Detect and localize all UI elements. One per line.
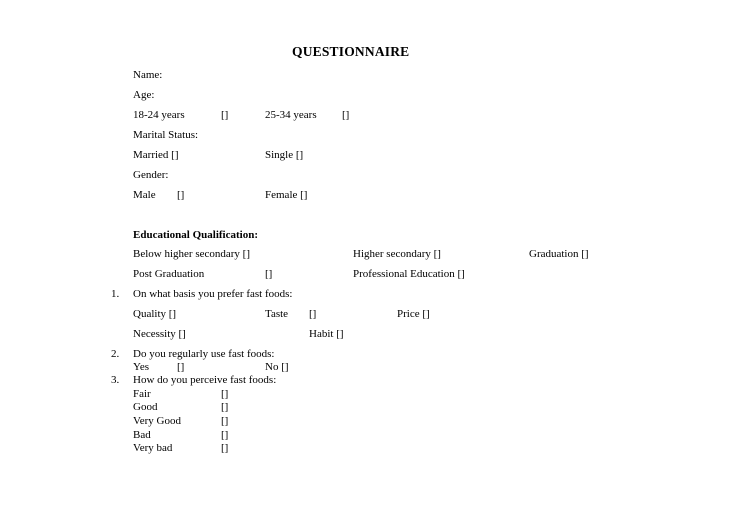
question-3-text: How do you perceive fast foods: [133, 374, 277, 386]
female-option[interactable]: Female [] [265, 189, 308, 201]
bad-option-checkbox[interactable]: [] [221, 429, 229, 441]
habit-option[interactable]: Habit [] [309, 328, 344, 340]
post-graduation-checkbox[interactable]: [] [265, 268, 273, 280]
age-option-25-34: 25-34 years [265, 109, 317, 121]
age-option-18-24: 18-24 years [133, 109, 185, 121]
no-option[interactable]: No [] [265, 361, 289, 373]
single-option[interactable]: Single [] [265, 149, 304, 161]
yes-option: Yes [133, 361, 150, 373]
price-option[interactable]: Price [] [397, 308, 430, 320]
good-option-checkbox[interactable]: [] [221, 401, 229, 413]
question-2-number: 2. [111, 348, 120, 360]
age-label: Age: [133, 89, 155, 101]
very-good-option-checkbox[interactable]: [] [221, 415, 229, 427]
male-option-checkbox[interactable]: [] [177, 189, 185, 201]
very-good-option: Very Good [133, 415, 181, 427]
name-label: Name: [133, 69, 163, 81]
question-1-text: On what basis you prefer fast foods: [133, 288, 293, 300]
age-option-25-34-checkbox[interactable]: [] [342, 109, 350, 121]
age-option-18-24-checkbox[interactable]: [] [221, 109, 229, 121]
post-graduation-option: Post Graduation [133, 268, 205, 280]
professional-education-option[interactable]: Professional Education [] [353, 268, 465, 280]
marital-status-label: Marital Status: [133, 129, 199, 141]
good-option: Good [133, 401, 158, 413]
bad-option: Bad [133, 429, 151, 441]
question-2-text: Do you regularly use fast foods: [133, 348, 275, 360]
taste-option: Taste [265, 308, 289, 320]
below-higher-secondary-option[interactable]: Below higher secondary [] [133, 248, 250, 260]
question-3-number: 3. [111, 374, 120, 386]
married-option[interactable]: Married [] [133, 149, 179, 161]
gender-label: Gender: [133, 169, 169, 181]
fair-option: Fair [133, 388, 151, 400]
very-bad-option-checkbox[interactable]: [] [221, 442, 229, 454]
education-heading: Educational Qualification: [133, 229, 258, 241]
male-option: Male [133, 189, 156, 201]
taste-option-checkbox[interactable]: [] [309, 308, 317, 320]
yes-option-checkbox[interactable]: [] [177, 361, 185, 373]
necessity-option[interactable]: Necessity [] [133, 328, 186, 340]
graduation-option[interactable]: Graduation [] [529, 248, 589, 260]
page-title: QUESTIONNAIRE [292, 44, 410, 59]
quality-option[interactable]: Quality [] [133, 308, 177, 320]
question-1-number: 1. [111, 288, 120, 300]
higher-secondary-option[interactable]: Higher secondary [] [353, 248, 441, 260]
very-bad-option: Very bad [133, 442, 173, 454]
fair-option-checkbox[interactable]: [] [221, 388, 229, 400]
